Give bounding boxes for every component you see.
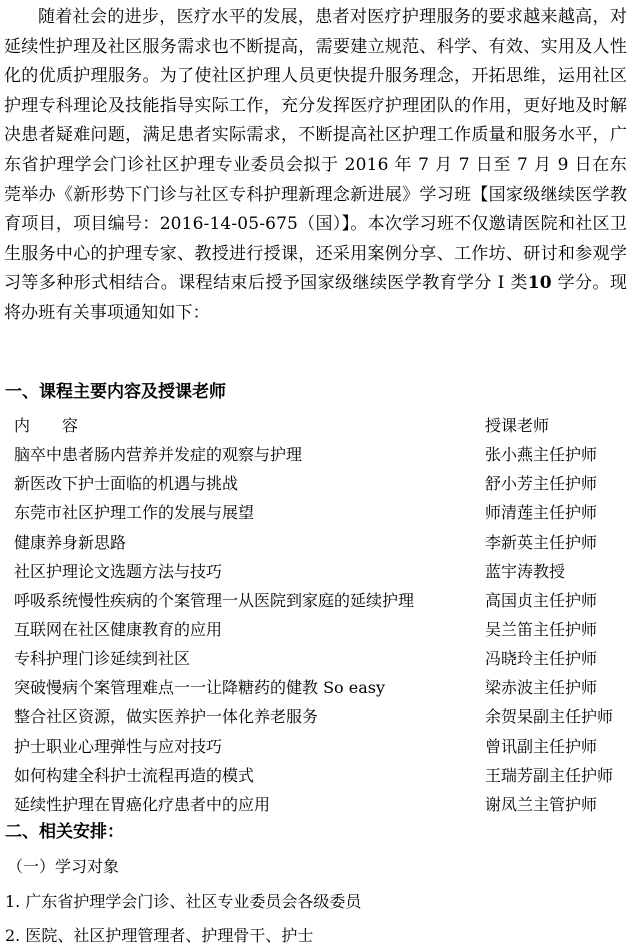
table-row — [0, 674, 631, 703]
table-row — [0, 587, 631, 616]
table-row — [0, 791, 631, 820]
table-row — [0, 499, 631, 528]
course-content: 东莞市社区护理工作的发展与展望 — [14, 503, 255, 523]
intro-text: 随着社会的进步，医疗水平的发展，患者对医疗护理服务的要求越来越高，对延续性护理及社区服务需求也不断提高，需要建立规范、科学、有效、实用及人性化的优质护理服务。为了使社区护理人员更快提升服务理念，开拓思维，运用社区护理专科理论及技能指导实际工作，充分发挥医疗护理团队的作用，更好地及时解决患者疑难问题，满足患者实际需求，不断提高社区护理工作质量和服务水平，广东省护理学会门诊社区护理专业委员会拟于 2016 年 7 月 7 日至 7 月 9 日在东莞举办《新形势下门诊与社区专科护理新理念新进展》学习班【国家级继续医学教育项目，项目编号：2016-14-05-675（国）】。本次学习班不仅邀请医院和社区卫生服务中心的护理专家、教授进行授课，还采用案例分享、工作坊、研讨和参观学习等多种形式相结合。课程结束后授予国家级继续医学教育学分 I 类 — [4, 7, 627, 294]
course-teacher: 高国贞主任护师 — [485, 590, 598, 610]
course-content: 社区护理论文选题方法与技巧 — [14, 561, 223, 581]
course-teacher: 张小燕主任护师 — [485, 445, 598, 465]
table-header-row — [0, 412, 631, 441]
course-content: 专科护理门诊延续到社区 — [14, 649, 191, 669]
course-content: 如何构建全科护士流程再造的模式 — [14, 765, 255, 785]
section1-heading: 一、课程主要内容及授课老师 — [5, 382, 226, 402]
list-item: 2. 医院、社区护理管理者、护理骨干、护士 — [5, 926, 314, 945]
course-teacher: 谢凤兰主管护师 — [485, 794, 598, 814]
course-content: 呼吸系统慢性疾病的个案管理一从医院到家庭的延续护理 — [14, 590, 415, 610]
course-teacher: 余贺杲副主任护师 — [485, 707, 614, 727]
table-row — [0, 616, 631, 645]
intro-credits: 10 — [527, 273, 552, 294]
table-row — [0, 470, 631, 499]
course-content: 健康养身新思路 — [14, 532, 127, 552]
course-teacher: 王瑞芳副主任护师 — [485, 765, 614, 785]
header-teacher: 授课老师 — [485, 416, 550, 435]
table-body — [0, 441, 631, 820]
course-teacher: 舒小芳主任护师 — [485, 474, 598, 494]
table-row — [0, 558, 631, 587]
course-teacher: 师清莲主任护师 — [485, 503, 598, 523]
table-row — [0, 645, 631, 674]
course-teacher: 梁赤波主任护师 — [485, 678, 598, 698]
intro-paragraph — [4, 3, 627, 329]
table-row — [0, 529, 631, 558]
list-item: 1. 广东省护理学会门诊、社区专业委员会各级委员 — [5, 892, 362, 911]
course-teacher: 蓝宇涛教授 — [485, 561, 566, 581]
course-teacher: 冯晓玲主任护师 — [485, 649, 598, 669]
intro-text-end: 学分。现将办班有关事项通知如下： — [4, 273, 627, 323]
table-row — [0, 703, 631, 732]
course-teacher: 李新英主任护师 — [485, 532, 598, 552]
table-row — [0, 733, 631, 762]
header-content: 内 容 — [14, 416, 79, 435]
course-content: 延续性护理在胃癌化疗患者中的应用 — [14, 794, 271, 814]
course-content: 互联网在社区健康教育的应用 — [14, 619, 223, 639]
course-teacher: 吴兰笛主任护师 — [485, 619, 598, 639]
section2-subheading: （一）学习对象 — [7, 857, 120, 876]
course-teacher: 曾讯副主任护师 — [485, 736, 598, 756]
table-row — [0, 762, 631, 791]
table-row — [0, 441, 631, 470]
section2-heading: 二、相关安排： — [5, 822, 124, 842]
course-content: 新医改下护士面临的机遇与挑战 — [14, 474, 239, 494]
course-table — [0, 412, 631, 820]
course-content: 整合社区资源，做实医养护一体化养老服务 — [14, 707, 319, 727]
course-content: 突破慢病个案管理难点一一让降糖药的健教 So easy — [14, 678, 386, 698]
course-content: 护士职业心理弹性与应对技巧 — [14, 736, 223, 756]
course-content: 脑卒中患者肠内营养并发症的观察与护理 — [14, 445, 303, 465]
